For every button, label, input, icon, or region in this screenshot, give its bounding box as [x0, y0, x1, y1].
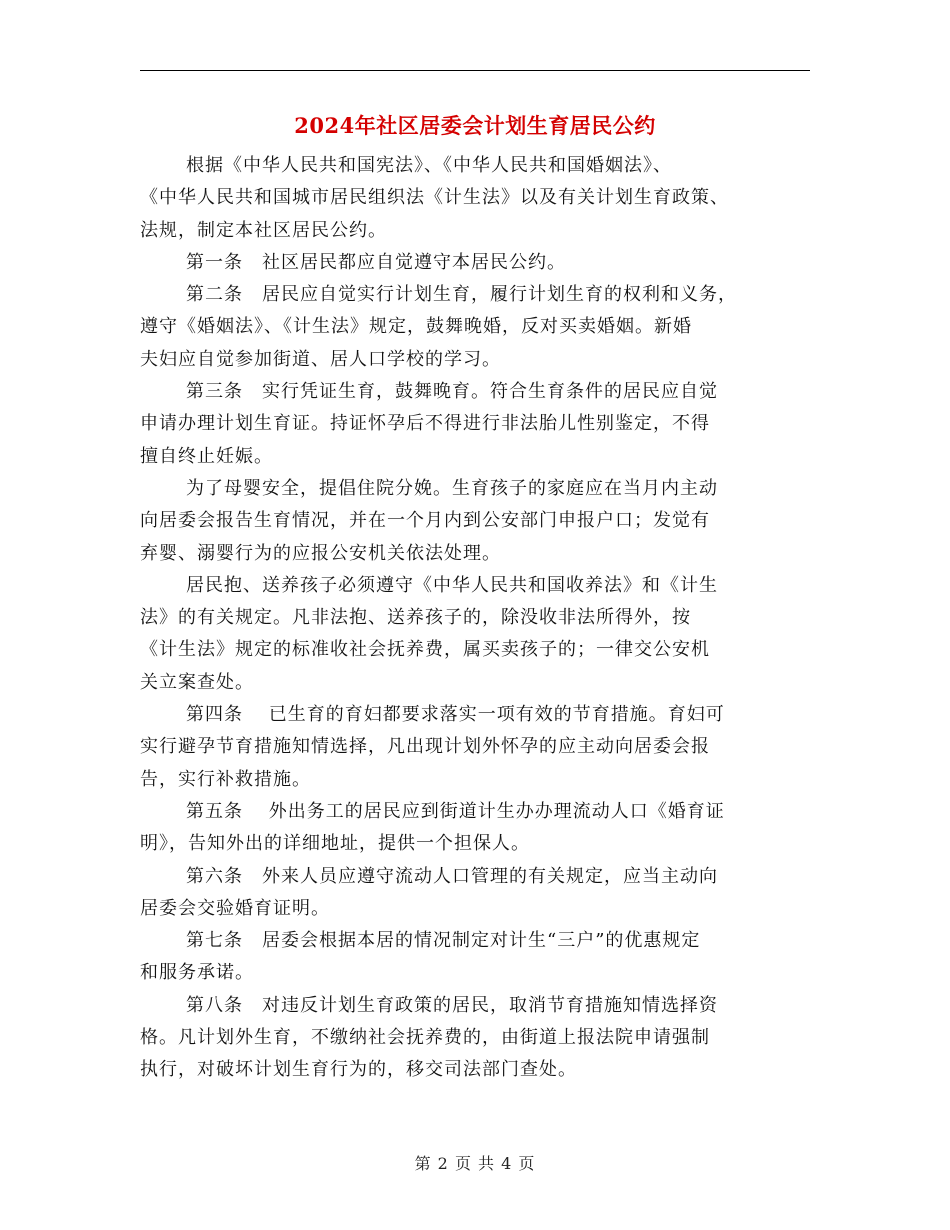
text-line: 第七条 居委会根据本居的情况制定对计生“三户”的优惠规定	[186, 930, 701, 952]
document-body	[140, 150, 812, 1087]
paragraph-adoption	[140, 570, 812, 699]
text-line: 夫妇应自觉参加街道、居人口学校的学习。	[140, 348, 501, 370]
text-line: 第一条 社区居民都应自觉遵守本居民公约。	[186, 251, 566, 273]
text-line: 第四条 已生育的育妇都要求落实一项有效的节育措施。育妇可	[186, 704, 725, 726]
text-line: 法》的有关规定。凡非法抱、送养孩子的，除没收非法所得外，按	[140, 607, 691, 629]
paragraph-article-2	[140, 279, 812, 376]
text-line: 格。凡计划外生育，不缴纳社会抚养费的，由街道上报法院申请强制	[140, 1027, 710, 1049]
header-rule	[140, 70, 810, 71]
text-line: 第八条 对违反计划生育政策的居民，取消节育措施知情选择资	[186, 994, 718, 1016]
page-number: 第 2 页 共 4 页	[414, 1154, 536, 1173]
text-line: 弃婴、溺婴行为的应报公安机关依法处理。	[140, 542, 501, 564]
text-line: 《中华人民共和国城市居民组织法《计生法》以及有关计划生育政策、	[140, 187, 729, 209]
paragraph-maternal-safety	[140, 473, 812, 570]
text-line: 居民抱、送养孩子必须遵守《中华人民共和国收养法》和《计生	[186, 574, 718, 596]
text-line: 实行避孕节育措施知情选择，凡出现计划外怀孕的应主动向居委会报	[140, 736, 710, 758]
paragraph-article-6	[140, 861, 812, 926]
text-line: 第三条 实行凭证生育，鼓舞晚育。符合生育条件的居民应自觉	[186, 381, 718, 403]
paragraph-article-1	[140, 247, 812, 279]
text-line: 《计生法》规定的标准收社会抚养费，属买卖孩子的；一律交公安机	[140, 639, 710, 661]
text-line: 执行，对破坏计划生育行为的，移交司法部门查处。	[140, 1059, 577, 1081]
paragraph-preamble	[140, 150, 812, 247]
text-line: 第五条 外出务工的居民应到街道计生办办理流动人口《婚育证	[186, 800, 725, 822]
text-line: 申请办理计划生育证。持证怀孕后不得进行非法胎儿性别鉴定，不得	[140, 413, 710, 435]
text-line: 为了母婴安全，提倡住院分娩。生育孩子的家庭应在当月内主动	[186, 477, 718, 499]
text-line: 告，实行补救措施。	[140, 768, 311, 790]
paragraph-article-8	[140, 990, 812, 1087]
text-line: 第二条 居民应自觉实行计划生育，履行计划生育的权利和义务，	[186, 284, 737, 306]
document-title: 2024年社区居委会计划生育居民公约	[294, 113, 656, 138]
paragraph-article-7	[140, 925, 812, 990]
paragraph-article-4	[140, 699, 812, 796]
text-line: 擅自终止妊娠。	[140, 445, 273, 467]
paragraph-article-3	[140, 376, 812, 473]
text-line: 向居委会报告生育情况，并在一个月内到公安部门申报户口；发觉有	[140, 510, 710, 532]
paragraph-article-5	[140, 796, 812, 861]
text-line: 和服务承诺。	[140, 962, 254, 984]
text-line: 明》，告知外出的详细地址，提供一个担保人。	[140, 833, 530, 855]
text-line: 第六条 外来人员应遵守流动人口管理的有关规定，应当主动向	[186, 865, 718, 887]
text-line: 居委会交验婚育证明。	[140, 897, 330, 919]
text-line: 遵守《婚姻法》、《计生法》规定，鼓舞晚婚，反对买卖婚姻。新婚	[140, 316, 692, 338]
text-line: 根据《中华人民共和国宪法》、《中华人民共和国婚姻法》、	[186, 155, 672, 176]
text-line: 法规，制定本社区居民公约。	[140, 219, 387, 241]
text-line: 关立案查处。	[140, 671, 254, 693]
